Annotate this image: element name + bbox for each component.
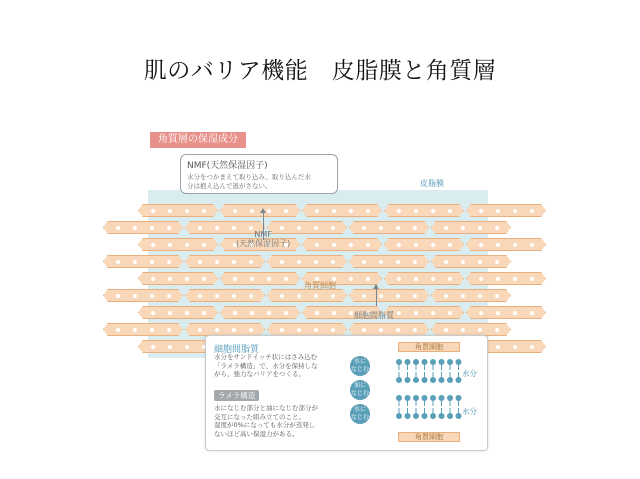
- nmf-dot: [168, 243, 172, 247]
- cell-row: [148, 238, 488, 252]
- nmf-dot: [479, 243, 483, 247]
- nmf-tag: NMF (天然保湿因子): [236, 230, 291, 248]
- nmf-dot: [478, 226, 482, 230]
- nmf-dot: [151, 243, 155, 247]
- nmf-dot: [413, 226, 417, 230]
- nmf-dot: [284, 209, 288, 213]
- nmf-dot: [150, 294, 154, 298]
- nmf-dot: [349, 277, 353, 281]
- nmf-dot: [284, 277, 288, 281]
- nmf-dot: [349, 243, 353, 247]
- nmf-dot: [215, 226, 219, 230]
- nmf-dot: [397, 277, 401, 281]
- slide-title: 肌のバリア機能 皮脂膜と角質層: [143, 58, 497, 84]
- nmf-dot: [232, 328, 236, 332]
- nmf-dot: [315, 243, 319, 247]
- nmf-dot: [496, 243, 500, 247]
- nmf-dot: [267, 277, 271, 281]
- nmf-dot: [250, 277, 254, 281]
- nmf-dot: [461, 226, 465, 230]
- cell-row: [148, 255, 488, 269]
- nmf-dot: [479, 209, 483, 213]
- nmf-dot: [250, 209, 254, 213]
- nmf-dot: [167, 226, 171, 230]
- nmf-dot: [249, 328, 253, 332]
- nmf-dot: [530, 243, 534, 247]
- intercellular-lipid-label: 細胞間脂質: [354, 311, 394, 320]
- nmf-dot: [202, 311, 206, 315]
- nmf-dot: [202, 209, 206, 213]
- lamella-tag: ラメラ構造: [214, 390, 259, 401]
- top-cell: 角質細胞: [398, 342, 460, 352]
- nmf-dot: [396, 294, 400, 298]
- nmf-dot: [167, 260, 171, 264]
- nmf-dot: [397, 209, 401, 213]
- nmf-dot: [513, 209, 517, 213]
- nmf-dot: [168, 345, 172, 349]
- nmf-dot: [297, 260, 301, 264]
- nmf-dot: [232, 260, 236, 264]
- nmf-dot: [185, 345, 189, 349]
- nmf-dot: [414, 243, 418, 247]
- nmf-dot: [215, 260, 219, 264]
- nmf-dot: [151, 209, 155, 213]
- cell-row: [148, 289, 488, 303]
- lipid-detail-box: [205, 335, 488, 451]
- nmf-dot: [513, 311, 517, 315]
- nmf-dot: [116, 294, 120, 298]
- nmf-dot: [461, 260, 465, 264]
- nmf-dot: [414, 277, 418, 281]
- nmf-dot: [379, 328, 383, 332]
- corneocyte-cell: [431, 221, 511, 234]
- water-friendly-tag-2: 水に なじむ: [350, 404, 370, 424]
- nmf-dot: [315, 209, 319, 213]
- nmf-dot: [444, 226, 448, 230]
- nmf-dot: [267, 209, 271, 213]
- nmf-dot: [396, 226, 400, 230]
- nmf-dot: [413, 294, 417, 298]
- nmf-dot: [280, 294, 284, 298]
- nmf-dot: [496, 345, 500, 349]
- corneocyte-cell: [349, 289, 429, 302]
- nmf-dot: [362, 226, 366, 230]
- corneocyte-cell: [138, 204, 218, 217]
- nmf-dot: [198, 294, 202, 298]
- nmf-dot: [530, 311, 534, 315]
- nmf-dot: [461, 328, 465, 332]
- nmf-dot: [202, 277, 206, 281]
- nmf-dot: [331, 328, 335, 332]
- nmf-dot: [198, 328, 202, 332]
- corneocyte-cell: [103, 221, 183, 234]
- nmf-dot: [185, 311, 189, 315]
- corneocyte-cell: [267, 255, 347, 268]
- corneocyte-cell: [185, 255, 265, 268]
- nmf-callout-desc: 水分をつかまえて取り込み、取り込んだ水 分は抱え込んで逃がさない。: [187, 173, 311, 190]
- nmf-dot: [495, 226, 499, 230]
- lamella-structure: [394, 352, 464, 436]
- corneocyte-cell: [103, 323, 183, 336]
- nmf-dot: [215, 328, 219, 332]
- corneocyte-cell: [384, 272, 464, 285]
- nmf-dot: [479, 277, 483, 281]
- nmf-dot: [133, 328, 137, 332]
- corneocyte-cell: [220, 306, 300, 319]
- nmf-dot: [151, 345, 155, 349]
- nmf-dot: [314, 260, 318, 264]
- nmf-dot: [297, 226, 301, 230]
- nmf-dot: [530, 277, 534, 281]
- corneocyte-cell: [431, 289, 511, 302]
- nmf-dot: [414, 311, 418, 315]
- nmf-dot: [379, 260, 383, 264]
- cell-row: [148, 221, 488, 235]
- oil-friendly-tag: 油に なじむ: [350, 380, 370, 400]
- nmf-dot: [379, 294, 383, 298]
- nmf-dot: [331, 226, 335, 230]
- nmf-dot: [513, 243, 517, 247]
- corneocyte-cell: [466, 204, 546, 217]
- corneocyte-cell: [138, 272, 218, 285]
- nmf-dot: [530, 345, 534, 349]
- corneocyte-cell: [384, 306, 464, 319]
- nmf-dot: [116, 328, 120, 332]
- nmf-dot: [413, 260, 417, 264]
- nmf-dot: [185, 209, 189, 213]
- cell-row: [148, 204, 488, 218]
- corneocyte-cell: [384, 238, 464, 251]
- nmf-dot: [444, 260, 448, 264]
- nmf-dot: [267, 311, 271, 315]
- nmf-dot: [413, 328, 417, 332]
- water-label-1: 水分: [462, 369, 477, 378]
- nmf-dot: [284, 311, 288, 315]
- nmf-dot: [379, 226, 383, 230]
- nmf-dot: [431, 277, 435, 281]
- nmf-dot: [198, 226, 202, 230]
- nmf-dot: [151, 311, 155, 315]
- nmf-dot: [297, 328, 301, 332]
- nmf-dot: [249, 260, 253, 264]
- nmf-dot: [414, 209, 418, 213]
- nmf-dot: [168, 277, 172, 281]
- nmf-dot: [198, 260, 202, 264]
- nmf-dot: [150, 226, 154, 230]
- lipid-heading: 細胞間脂質: [214, 345, 260, 355]
- lipid-arrow: [376, 288, 377, 306]
- nmf-dot: [431, 209, 435, 213]
- nmf-dot: [249, 294, 253, 298]
- nmf-dot: [478, 260, 482, 264]
- stratum-corneum-diagram: [148, 190, 488, 358]
- nmf-dot: [314, 226, 318, 230]
- nmf-dot: [233, 277, 237, 281]
- skin-film-label: 皮脂膜: [420, 179, 444, 188]
- nmf-dot: [314, 294, 318, 298]
- nmf-callout: [180, 154, 338, 194]
- nmf-dot: [448, 277, 452, 281]
- nmf-dot: [495, 260, 499, 264]
- nmf-dot: [233, 311, 237, 315]
- nmf-dot: [478, 294, 482, 298]
- nmf-dot: [133, 260, 137, 264]
- nmf-dot: [280, 328, 284, 332]
- nmf-dot: [250, 311, 254, 315]
- kakushitsu-cell-label: 角質細胞: [304, 281, 336, 290]
- nmf-dot: [362, 328, 366, 332]
- nmf-dot: [116, 226, 120, 230]
- lipid-desc: 水分をサンドイッチ状にはさみ込む 「ラメラ構造」で、水分を保持しな がら、強力なバリアをつくる。: [214, 353, 318, 378]
- corneocyte-cell: [431, 255, 511, 268]
- corneocyte-cell: [466, 272, 546, 285]
- corneocyte-cell: [185, 289, 265, 302]
- corneocyte-cell: [220, 272, 300, 285]
- nmf-dot: [215, 294, 219, 298]
- nmf-dot: [397, 243, 401, 247]
- corneocyte-cell: [349, 255, 429, 268]
- cell-row: [148, 306, 488, 320]
- nmf-dot: [232, 294, 236, 298]
- nmf-dot: [331, 294, 335, 298]
- nmf-dot: [444, 294, 448, 298]
- nmf-dot: [496, 311, 500, 315]
- nmf-dot: [431, 311, 435, 315]
- nmf-dot: [233, 209, 237, 213]
- nmf-dot: [315, 311, 319, 315]
- nmf-dot: [366, 243, 370, 247]
- section-label: 角質層の保湿成分: [150, 132, 246, 148]
- nmf-dot: [479, 311, 483, 315]
- corneocyte-cell: [384, 204, 464, 217]
- nmf-dot: [448, 243, 452, 247]
- nmf-dot: [349, 209, 353, 213]
- nmf-dot: [397, 311, 401, 315]
- nmf-dot: [314, 328, 318, 332]
- nmf-dot: [478, 328, 482, 332]
- nmf-dot: [202, 243, 206, 247]
- nmf-dot: [167, 328, 171, 332]
- nmf-dot: [396, 260, 400, 264]
- nmf-dot: [185, 277, 189, 281]
- nmf-dot: [496, 209, 500, 213]
- nmf-dot: [496, 277, 500, 281]
- nmf-dot: [133, 226, 137, 230]
- nmf-dot: [150, 328, 154, 332]
- nmf-callout-title: NMF(天然保湿因子): [187, 161, 268, 171]
- corneocyte-cell: [466, 238, 546, 251]
- water-label-2: 水分: [462, 407, 477, 416]
- nmf-dot: [513, 345, 517, 349]
- nmf-dot: [116, 260, 120, 264]
- nmf-dot: [366, 277, 370, 281]
- nmf-dot: [431, 243, 435, 247]
- nmf-dot: [444, 328, 448, 332]
- nmf-dot: [297, 294, 301, 298]
- nmf-dot: [362, 260, 366, 264]
- nmf-dot: [332, 209, 336, 213]
- nmf-dot: [448, 209, 452, 213]
- nmf-dot: [151, 277, 155, 281]
- nmf-dot: [332, 311, 336, 315]
- nmf-dot: [448, 311, 452, 315]
- nmf-dot: [461, 294, 465, 298]
- bottom-cell: 角質細胞: [398, 432, 460, 442]
- nmf-dot: [168, 311, 172, 315]
- nmf-dot: [150, 260, 154, 264]
- corneocyte-cell: [349, 221, 429, 234]
- nmf-dot: [530, 209, 534, 213]
- lamella-desc: 水になじむ部分と油になじむ部分が 交互になった組み立てのこと。 湿度が0%になっても水分が蒸発し ないほど高い保湿力がある。: [214, 404, 318, 438]
- corneocyte-cell: [103, 289, 183, 302]
- water-friendly-tag: 水に なじむ: [350, 356, 370, 376]
- corneocyte-cell: [302, 204, 382, 217]
- nmf-dot: [513, 277, 517, 281]
- nmf-dot: [495, 294, 499, 298]
- nmf-dot: [167, 294, 171, 298]
- nmf-dot: [168, 209, 172, 213]
- corneocyte-cell: [302, 238, 382, 251]
- corneocyte-cell: [466, 306, 546, 319]
- nmf-dot: [362, 294, 366, 298]
- nmf-dot: [495, 328, 499, 332]
- nmf-dot: [280, 260, 284, 264]
- corneocyte-cell: [138, 238, 218, 251]
- corneocyte-cell: [103, 255, 183, 268]
- nmf-dot: [133, 294, 137, 298]
- nmf-dot: [396, 328, 400, 332]
- corneocyte-cell: [138, 306, 218, 319]
- nmf-dot: [331, 260, 335, 264]
- nmf-dot: [332, 243, 336, 247]
- nmf-dot: [366, 209, 370, 213]
- nmf-dot: [185, 243, 189, 247]
